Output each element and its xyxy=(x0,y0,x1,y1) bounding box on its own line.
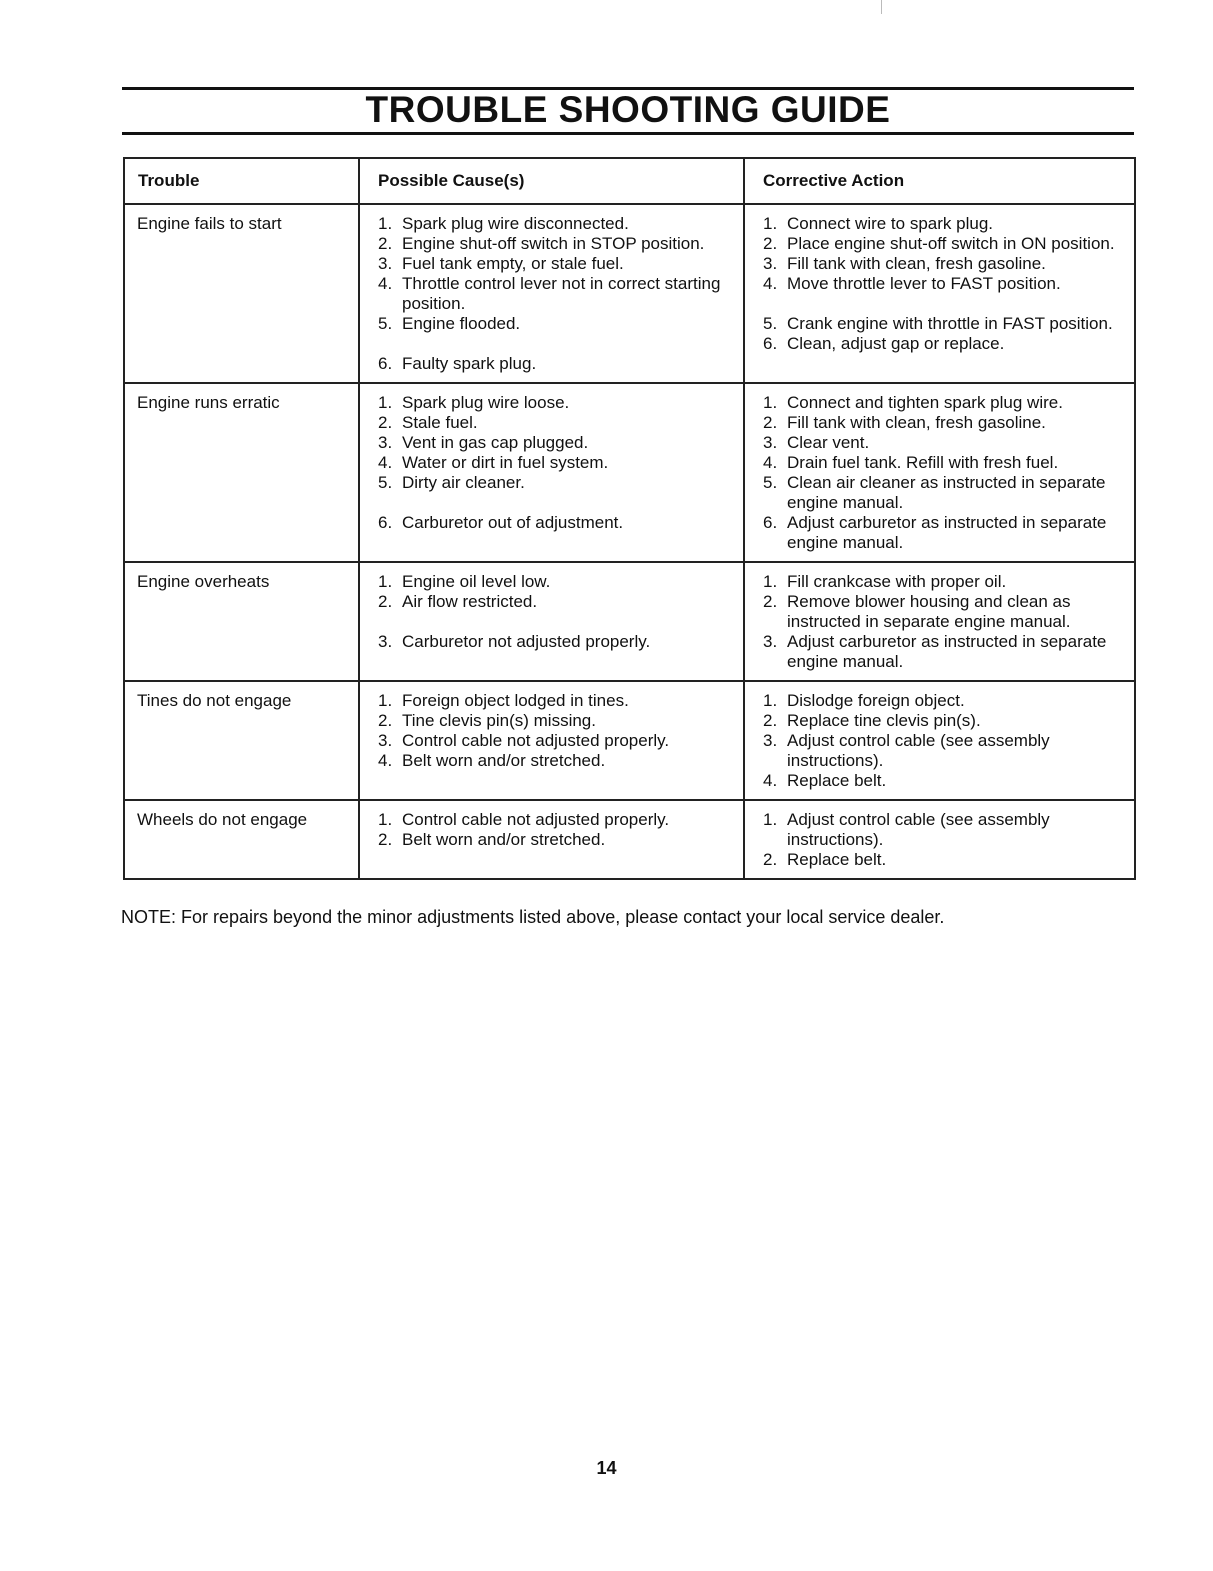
list-item-text: Spark plug wire loose. xyxy=(402,393,570,412)
list-item xyxy=(763,711,1126,731)
list-item-text: Control cable not adjusted properly. xyxy=(402,731,670,750)
list-item xyxy=(378,453,735,473)
list-item-text: Dislodge foreign object. xyxy=(787,691,965,710)
action-list xyxy=(763,691,1126,791)
list-item xyxy=(378,354,735,374)
list-item-text: Belt worn and/or stretched. xyxy=(402,751,606,770)
corrective-action-cell xyxy=(744,204,1135,383)
list-item-text: Connect and tighten spark plug wire. xyxy=(787,393,1063,412)
list-item-text: Clear vent. xyxy=(787,433,870,452)
list-item-number: 3. xyxy=(378,632,393,651)
list-item-number: 6. xyxy=(763,334,778,353)
list-item-text: Connect wire to spark plug. xyxy=(787,214,993,233)
list-item-text: Crank engine with throttle in FAST position. xyxy=(787,314,1113,333)
list-item xyxy=(378,393,735,413)
list-item xyxy=(378,214,735,234)
list-item xyxy=(763,691,1126,711)
list-item xyxy=(763,274,1126,294)
header-trouble: Trouble xyxy=(124,158,359,204)
list-item-text: Remove blower housing and clean as instructed in separate engine manual. xyxy=(787,592,1071,631)
list-item xyxy=(378,513,735,533)
table-row xyxy=(124,204,1135,383)
list-item-number: 3. xyxy=(763,731,778,750)
table-body xyxy=(124,204,1135,879)
table-row xyxy=(124,562,1135,681)
list-item xyxy=(378,632,735,652)
list-item xyxy=(378,830,735,850)
cause-list xyxy=(378,214,735,374)
list-item-text: Place engine shut-off switch in ON position. xyxy=(787,234,1115,253)
list-item-number: 4. xyxy=(763,771,778,790)
list-item xyxy=(763,810,1126,850)
list-item-number: 2. xyxy=(763,850,778,869)
header-possible-causes: Possible Cause(s) xyxy=(359,158,744,204)
list-item xyxy=(763,433,1126,453)
list-item-number: 2. xyxy=(763,413,778,432)
list-item-text: Dirty air cleaner. xyxy=(402,473,525,492)
list-item-number: 6. xyxy=(763,513,778,532)
list-item-number: 5. xyxy=(378,473,393,492)
list-item-number: 2. xyxy=(378,234,393,253)
page-title: TROUBLE SHOOTING GUIDE xyxy=(365,89,891,130)
list-item xyxy=(378,751,735,771)
list-item xyxy=(763,413,1126,433)
list-item xyxy=(378,314,735,334)
header-corrective-action: Corrective Action xyxy=(744,158,1135,204)
cause-list xyxy=(378,572,735,652)
list-item xyxy=(378,711,735,731)
list-item-text: Water or dirt in fuel system. xyxy=(402,453,609,472)
possible-causes-cell xyxy=(359,800,744,879)
list-item xyxy=(378,473,735,493)
corrective-action-cell xyxy=(744,681,1135,800)
list-item-number: 2. xyxy=(378,413,393,432)
list-item-number: 3. xyxy=(763,254,778,273)
list-item xyxy=(378,572,735,592)
trouble-shooting-table xyxy=(123,157,1136,880)
list-item-number: 5. xyxy=(763,473,778,492)
table-row xyxy=(124,383,1135,562)
list-item-text: Air flow restricted. xyxy=(402,592,538,611)
list-item-number: 1. xyxy=(378,810,393,829)
list-item-text: Engine oil level low. xyxy=(402,572,551,591)
corrective-action-cell xyxy=(744,562,1135,681)
list-item xyxy=(763,771,1126,791)
corrective-action-cell xyxy=(744,383,1135,562)
list-item-number: 4. xyxy=(763,274,778,293)
list-item-number: 4. xyxy=(378,453,393,472)
possible-causes-cell xyxy=(359,204,744,383)
list-item-number: 1. xyxy=(763,393,778,412)
table-row xyxy=(124,800,1135,879)
list-item xyxy=(378,254,735,274)
list-item-number: 3. xyxy=(378,433,393,452)
page-number: 14 xyxy=(596,1458,617,1478)
possible-causes-cell xyxy=(359,383,744,562)
list-item-text: Tine clevis pin(s) missing. xyxy=(402,711,596,730)
list-item-text: Clean air cleaner as instructed in separate engine manual. xyxy=(787,473,1106,512)
list-item-text: Engine flooded. xyxy=(402,314,521,333)
list-item-number: 1. xyxy=(378,691,393,710)
action-list xyxy=(763,572,1126,672)
list-item-number: 3. xyxy=(378,254,393,273)
trouble-cell: Wheels do not engage xyxy=(124,800,359,879)
list-item-number: 1. xyxy=(378,393,393,412)
list-item xyxy=(378,731,735,751)
list-item-text: Replace belt. xyxy=(787,850,887,869)
list-item-number: 4. xyxy=(763,453,778,472)
trouble-cell: Tines do not engage xyxy=(124,681,359,800)
list-item xyxy=(378,274,735,314)
corrective-action-cell xyxy=(744,800,1135,879)
list-item-text: Carburetor out of adjustment. xyxy=(402,513,624,532)
list-item-text: Foreign object lodged in tines. xyxy=(402,691,629,710)
list-item-text: Fill crankcase with proper oil. xyxy=(787,572,1007,591)
action-list xyxy=(763,214,1126,354)
list-item-number: 1. xyxy=(763,214,778,233)
list-item-text: Replace belt. xyxy=(787,771,887,790)
list-item xyxy=(763,334,1126,354)
list-item xyxy=(763,393,1126,413)
possible-causes-cell xyxy=(359,562,744,681)
list-item-number: 5. xyxy=(763,314,778,333)
list-item xyxy=(763,314,1126,334)
cause-list xyxy=(378,393,735,533)
list-item-text: Adjust carburetor as instructed in separate engine manual. xyxy=(787,632,1107,671)
list-item xyxy=(763,254,1126,274)
list-item-text: Vent in gas cap plugged. xyxy=(402,433,589,452)
list-item-number: 1. xyxy=(378,214,393,233)
list-item-text: Clean, adjust gap or replace. xyxy=(787,334,1005,353)
list-item-text: Belt worn and/or stretched. xyxy=(402,830,606,849)
list-item xyxy=(378,592,735,612)
list-item-number: 1. xyxy=(378,572,393,591)
list-item-text: Faulty spark plug. xyxy=(402,354,537,373)
service-note: NOTE: For repairs beyond the minor adjustments listed above, please contact your local service dealer. xyxy=(121,907,945,927)
list-item xyxy=(763,572,1126,592)
list-item-text: Fill tank with clean, fresh gasoline. xyxy=(787,254,1046,273)
list-item xyxy=(763,731,1126,771)
list-item-text: Replace tine clevis pin(s). xyxy=(787,711,981,730)
list-item-number: 2. xyxy=(763,234,778,253)
list-item-number: 4. xyxy=(378,751,393,770)
action-list xyxy=(763,393,1126,553)
list-item-text: Control cable not adjusted properly. xyxy=(402,810,670,829)
list-item-number: 3. xyxy=(763,433,778,452)
list-item xyxy=(763,214,1126,234)
trouble-cell: Engine overheats xyxy=(124,562,359,681)
list-item-text: Fuel tank empty, or stale fuel. xyxy=(402,254,624,273)
list-item xyxy=(378,413,735,433)
cause-list xyxy=(378,810,735,850)
list-item-text: Throttle control lever not in correct starting position. xyxy=(402,274,721,313)
list-item-number: 2. xyxy=(378,592,393,611)
list-item xyxy=(378,691,735,711)
list-item-text: Drain fuel tank. Refill with fresh fuel. xyxy=(787,453,1059,472)
possible-causes-cell xyxy=(359,681,744,800)
cause-list xyxy=(378,691,735,771)
table-header-row xyxy=(124,158,1135,204)
trouble-cell: Engine runs erratic xyxy=(124,383,359,562)
list-item-text: Carburetor not adjusted properly. xyxy=(402,632,651,651)
list-item-number: 4. xyxy=(378,274,393,293)
trouble-cell: Engine fails to start xyxy=(124,204,359,383)
list-item-number: 3. xyxy=(763,632,778,651)
title-rule-bottom xyxy=(122,132,1134,135)
table-row xyxy=(124,681,1135,800)
list-item xyxy=(763,632,1126,672)
list-item-text: Move throttle lever to FAST position. xyxy=(787,274,1061,293)
list-item-text: Adjust control cable (see assembly instructions). xyxy=(787,810,1050,849)
list-item xyxy=(763,592,1126,632)
list-item-number: 2. xyxy=(763,711,778,730)
list-item xyxy=(763,473,1126,513)
list-item-number: 6. xyxy=(378,513,393,532)
list-item-number: 2. xyxy=(378,711,393,730)
scan-mark xyxy=(881,0,882,14)
list-item-number: 3. xyxy=(378,731,393,750)
list-item xyxy=(378,433,735,453)
list-item xyxy=(763,850,1126,870)
list-item-number: 1. xyxy=(763,810,778,829)
list-item-text: Engine shut-off switch in STOP position. xyxy=(402,234,705,253)
list-item xyxy=(378,234,735,254)
list-item-text: Stale fuel. xyxy=(402,413,478,432)
list-item xyxy=(763,453,1126,473)
list-item-number: 1. xyxy=(763,691,778,710)
list-item-number: 5. xyxy=(378,314,393,333)
list-item-number: 2. xyxy=(378,830,393,849)
list-item-text: Fill tank with clean, fresh gasoline. xyxy=(787,413,1046,432)
list-item xyxy=(763,513,1126,553)
list-item-text: Adjust carburetor as instructed in separate engine manual. xyxy=(787,513,1107,552)
list-item-number: 1. xyxy=(763,572,778,591)
action-list xyxy=(763,810,1126,870)
list-item-text: Adjust control cable (see assembly instructions). xyxy=(787,731,1050,770)
list-item-number: 6. xyxy=(378,354,393,373)
list-item xyxy=(763,234,1126,254)
list-item xyxy=(378,810,735,830)
list-item-number: 2. xyxy=(763,592,778,611)
list-item-text: Spark plug wire disconnected. xyxy=(402,214,629,233)
